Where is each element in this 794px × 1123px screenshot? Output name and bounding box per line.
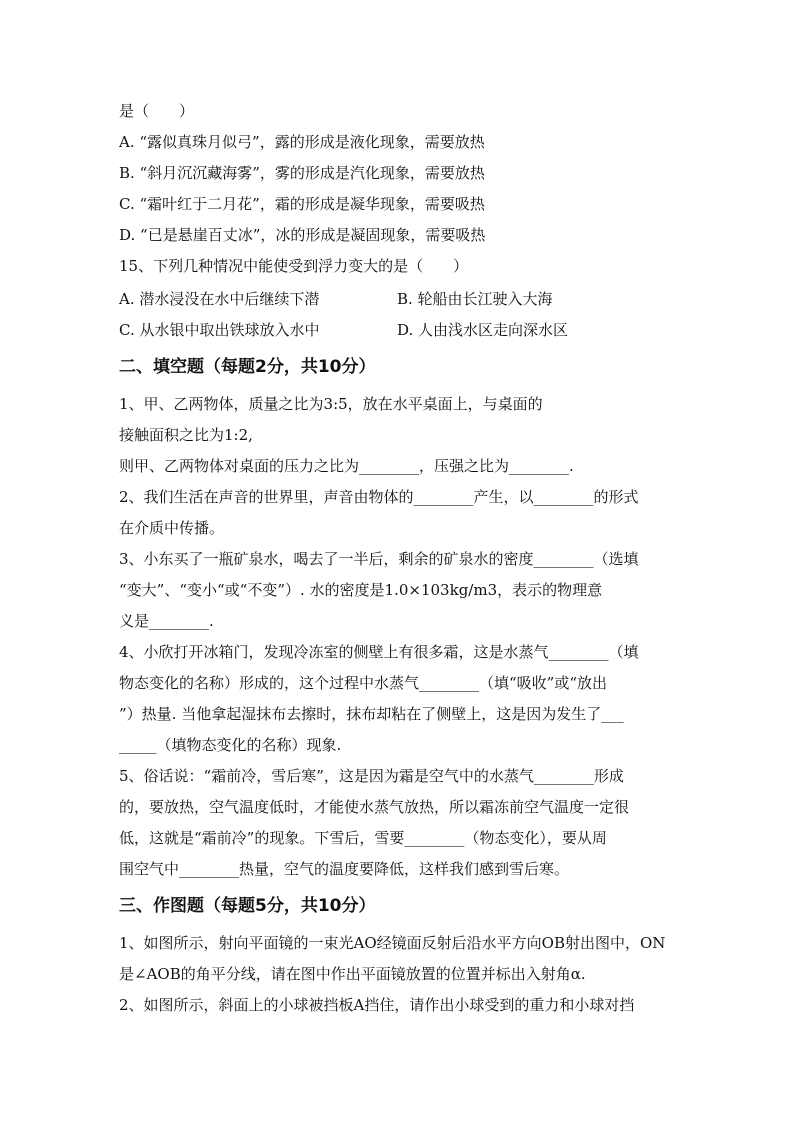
section3-line: 2、如图所示，斜面上的小球被挡板A挡住，请作出小球受到的重力和小球对挡 xyxy=(119,996,635,1014)
section3-line: 是∠AOB的角平分线，请在图中作出平面镜放置的位置并标出入射角α. xyxy=(119,965,586,983)
section2-line: 的，要放热，空气温度低时，才能使水蒸气放热，所以霜冻前空气温度一定很 xyxy=(119,798,630,816)
section2-line: 则甲、乙两物体对桌面的压力之比为________，压强之比为________. xyxy=(119,457,574,475)
q14-option-d: D. “已是悬崖百丈冰”，冰的形成是凝固现象，需要吸热 xyxy=(119,226,486,244)
q15-option-a: A. 潜水浸没在水中后继续下潜 xyxy=(119,290,320,308)
section3-line: 1、如图所示，射向平面镜的一束光AO经镜面反射后沿水平方向OB射出图中，ON xyxy=(119,934,666,952)
section2-line: 3、小东买了一瓶矿泉水，喝去了一半后，剩余的矿泉水的密度________（选填 xyxy=(119,550,639,568)
q15-option-c: C. 从水银中取出铁球放入水中 xyxy=(119,321,320,339)
q14-option-a: A. “露似真珠月似弓”，露的形成是液化现象，需要放热 xyxy=(119,133,485,151)
section2-line: “变大”、“变小“或“不变”）. 水的密度是1.0×103kg/m3，表示的物理意 xyxy=(119,581,603,599)
q15-stem: 15、下列几种情况中能使受到浮力变大的是（ ） xyxy=(119,257,469,275)
section2-line: 2、我们生活在声音的世界里，声音由物体的________产生，以________的形式 xyxy=(119,488,639,506)
q14-option-b: B. “斜月沉沉藏海雾”，雾的形成是汽化现象，需要放热 xyxy=(119,164,485,182)
section2-line: 接触面积之比为1:2, xyxy=(119,426,253,444)
section2-title: 二、填空题（每题2分，共10分） xyxy=(119,357,376,377)
section2-line: _____（填物态变化的名称）现象. xyxy=(119,736,342,754)
section2-line: 低，这就是“霜前冷”的现象。下雪后，雪要________（物态变化），要从周 xyxy=(119,829,607,847)
section3-title: 三、作图题（每题5分，共10分） xyxy=(119,896,376,916)
section2-line: 4、小欣打开冰箱门，发现冷冻室的侧壁上有很多霜，这是水蒸气________（填 xyxy=(119,643,639,661)
section2-line: 围空气中________热量，空气的温度要降低，这样我们感到雪后寒。 xyxy=(119,860,570,878)
section2-line: 义是________. xyxy=(119,612,214,630)
section2-line: 在介质中传播。 xyxy=(119,519,225,537)
section2-line: 物态变化的名称）形成的，这个过程中水蒸气________（填“吸收”或“放出 xyxy=(119,674,608,692)
q15-option-d: D. 人由浅水区走向深水区 xyxy=(397,321,569,339)
section2-line: 5、俗话说：“霜前冷，雪后寒”，这是因为霜是空气中的水蒸气________形成 xyxy=(119,767,624,785)
section2-line: 1、甲、乙两物体，质量之比为3:5，放在水平桌面上，与桌面的 xyxy=(119,395,543,413)
q15-option-b: B. 轮船由长江驶入大海 xyxy=(397,290,553,308)
q14-stem-tail: 是（ ） xyxy=(119,102,195,120)
section2-line: ”）热量. 当他拿起湿抹布去擦时，抹布却粘在了侧壁上，这是因为发生了___ xyxy=(119,705,624,723)
q14-option-c: C. “霜叶红于二月花”，霜的形成是凝华现象，需要吸热 xyxy=(119,195,485,213)
